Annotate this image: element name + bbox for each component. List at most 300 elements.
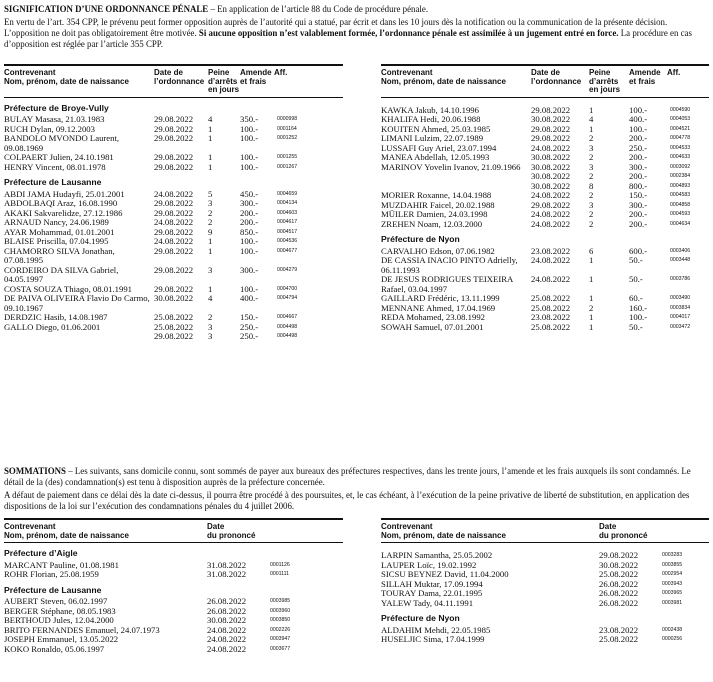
cell-name: BERGER Stéphane, 08.05.1983 bbox=[4, 605, 116, 616]
col-contrevenant: Contrevenant Nom, prénom, date de naissance bbox=[381, 69, 531, 97]
col-contrevenant: Contrevenant Nom, prénom, date de naissance bbox=[4, 69, 154, 97]
cell-name: MORIER Roxanne, 14.04.1988 bbox=[381, 190, 492, 201]
cell-date: 29.08.2022 bbox=[599, 550, 639, 561]
cell-date: 26.08.2022 bbox=[599, 597, 639, 608]
top-rule-right bbox=[381, 64, 709, 66]
cell-date: 24.08.2022 bbox=[531, 274, 571, 285]
col-amende: Amende et frais bbox=[240, 69, 274, 97]
cell-aff: 0004590 bbox=[670, 106, 691, 113]
col-peine: Peine d’arrêts en jours bbox=[208, 69, 240, 97]
cell-peine: 3 bbox=[589, 199, 594, 210]
table-row bbox=[4, 266, 343, 285]
cell-date: 29.08.2022 bbox=[531, 104, 571, 115]
section-header bbox=[4, 543, 343, 561]
cell-name: KOKO Ronaldo, 05.06.1997 bbox=[4, 643, 105, 654]
cell-aff: 0003985 bbox=[270, 598, 291, 605]
table-row bbox=[381, 599, 709, 609]
cell-name: HENRY Vincent, 08.01.1978 bbox=[4, 161, 106, 172]
cell-name: KAWKA Jakub, 14.10.1996 bbox=[381, 104, 479, 115]
cell-peine: 3 bbox=[208, 198, 213, 209]
som-rule-left bbox=[4, 518, 343, 520]
cell-date: 29.08.2022 bbox=[154, 207, 194, 218]
cell-aff: 0004700 bbox=[277, 285, 298, 292]
signification-text-end: La procédure en cas d’opposition est réglée par l’article 355 CPP. bbox=[4, 28, 692, 49]
cell-amende: 800.- bbox=[629, 180, 648, 191]
cell-date: 29.08.2022 bbox=[154, 226, 194, 237]
section-title: Préfecture de Lausanne bbox=[4, 177, 102, 188]
cell-name: CORDEIRO DA SILVA Gabriel, 04.05.1997 bbox=[4, 264, 119, 285]
cell-peine: 9 bbox=[208, 226, 213, 237]
cell-date: 24.08.2022 bbox=[154, 217, 194, 228]
table-row bbox=[381, 323, 709, 333]
cell-name: BANDOLO MVONDO Laurent, 09.08.1969 bbox=[4, 133, 120, 153]
col-date: Date du prononcé bbox=[599, 523, 659, 543]
table-body bbox=[381, 97, 709, 332]
cell-name: ABDOLBAQI Araz, 16.08.1990 bbox=[4, 198, 118, 209]
cell-name: DE JESUS RODRIGUES TEIXEIRA Rafael, 03.04.1997 bbox=[381, 274, 513, 294]
cell-name bbox=[381, 172, 531, 182]
cell-date: 29.08.2022 bbox=[531, 133, 571, 144]
cell-name: AKAKI Sakvarelidze, 27.12.1986 bbox=[4, 207, 123, 218]
col-date: Date de l’ordonnance bbox=[154, 69, 208, 97]
cell-amende: 100.- bbox=[629, 104, 648, 115]
cell-date: 25.08.2022 bbox=[531, 302, 571, 313]
col-contrevenant: Contrevenant Nom, prénom, date de naissance bbox=[4, 523, 207, 543]
cell-amende: 100.- bbox=[240, 283, 259, 294]
cell-amende: 400.- bbox=[629, 114, 648, 125]
cell-peine: 5 bbox=[208, 188, 213, 199]
cell-name: MÜILER Damien, 24.03.1998 bbox=[381, 209, 488, 220]
cell-aff: 0003677 bbox=[270, 645, 291, 652]
cell-aff: 0004279 bbox=[277, 266, 298, 273]
cell-name: LAUPER Loïc, 19.02.1992 bbox=[381, 559, 477, 570]
cell-date: 26.08.2022 bbox=[599, 578, 639, 589]
section-header bbox=[381, 229, 709, 247]
cell-name: GAILLARD Frédéric, 13.11.1999 bbox=[381, 293, 500, 304]
cell-peine: 3 bbox=[208, 321, 213, 332]
cell-peine: 3 bbox=[208, 264, 213, 275]
cell-aff: 0004521 bbox=[670, 125, 691, 132]
cell-aff: 0004633 bbox=[670, 154, 691, 161]
cell-date: 31.08.2022 bbox=[207, 559, 247, 570]
cell-aff: 0003947 bbox=[270, 636, 291, 643]
cell-aff: 0004536 bbox=[277, 238, 298, 245]
cell-date: 30.08.2022 bbox=[207, 615, 247, 626]
cell-name: ALDAHIM Mehdi, 22.05.1985 bbox=[381, 624, 491, 635]
sommations-table-left bbox=[4, 523, 343, 654]
sommations-paragraph-2: A défaut de paiement dans ce délai dès la date ci-dessus, il pourra être procédé à des poursuites, et, le cas échéant, à l’exécution de la peine privative de liberté de substitution, en application des dispositions de la loi sur l’exécution des condamnations pénales du 4 juillet 2006. bbox=[4, 490, 690, 511]
table-row bbox=[381, 635, 709, 645]
section-title: Préfecture d’Aigle bbox=[4, 548, 78, 559]
cell-aff: 0000256 bbox=[662, 636, 683, 643]
cell-peine: 1 bbox=[208, 133, 213, 144]
cell-aff: 0004778 bbox=[670, 135, 691, 142]
sommations-text: – Les suivants, sans domicile connu, sont sommés de payer aux bureaux des préfectures respectives, dans les trente jours, l’amende et les frais auxquels ils sont condamnés. Le détail de la (des) condamnation(s) est tenu à disposition auprès de la préfecture concernée. bbox=[4, 466, 691, 487]
cell-name: LIMANI Lulzim, 22.07.1989 bbox=[381, 133, 484, 144]
cell-peine: 1 bbox=[208, 236, 213, 247]
cell-aff: 0004893 bbox=[670, 182, 691, 189]
cell-aff: 0003960 bbox=[270, 607, 291, 614]
cell-aff: 0003490 bbox=[670, 295, 691, 302]
cell-amende: 150.- bbox=[240, 312, 259, 323]
cell-date: 30.08.2022 bbox=[531, 180, 571, 191]
cell-amende: 100.- bbox=[240, 123, 259, 134]
cell-date: 30.08.2022 bbox=[531, 171, 571, 182]
cell-aff: 0004498 bbox=[277, 323, 298, 330]
cell-date: 30.08.2022 bbox=[531, 114, 571, 125]
signification-bold-text: Si aucune opposition n’est valablement formée, l’ordonnance pénale est assimilée à un jugement entré en force. bbox=[198, 28, 619, 38]
cell-date: 26.08.2022 bbox=[599, 588, 639, 599]
table-header bbox=[381, 523, 709, 543]
cell-amende: 250.- bbox=[240, 321, 259, 332]
cell-date: 25.08.2022 bbox=[531, 293, 571, 304]
col-contrevenant: Contrevenant Nom, prénom, date de naissance bbox=[381, 523, 599, 543]
cell-aff: 0001126 bbox=[270, 561, 290, 568]
cell-aff: 0003472 bbox=[670, 323, 691, 330]
cell-peine: 1 bbox=[208, 152, 213, 163]
table-row bbox=[4, 332, 343, 342]
cell-name: KOUITEN Ahmed, 25.03.1985 bbox=[381, 123, 491, 134]
cell-amende: 150.- bbox=[629, 190, 648, 201]
cell-date: 31.08.2022 bbox=[207, 569, 247, 580]
cell-date: 29.08.2022 bbox=[154, 264, 194, 275]
cell-date: 24.08.2022 bbox=[531, 190, 571, 201]
cell-name: MANEA Abdellah, 12.05.1993 bbox=[381, 152, 490, 163]
cell-aff: 0004134 bbox=[277, 200, 298, 207]
cell-date: 25.08.2022 bbox=[154, 321, 194, 332]
cell-aff: 0004603 bbox=[277, 209, 298, 216]
cell-peine: 1 bbox=[589, 293, 594, 304]
cell-peine: 6 bbox=[589, 245, 594, 256]
cell-peine: 2 bbox=[589, 171, 594, 182]
cell-amende: 200.- bbox=[240, 217, 259, 228]
cell-aff: 0001111 bbox=[270, 571, 290, 578]
cell-aff: 0003406 bbox=[670, 247, 691, 254]
cell-aff: 0003965 bbox=[662, 590, 683, 597]
cell-aff: 0003834 bbox=[670, 304, 691, 311]
cell-peine: 2 bbox=[589, 209, 594, 220]
cell-peine: 1 bbox=[589, 321, 594, 332]
cell-amende: 100.- bbox=[629, 312, 648, 323]
cell-amende: 200.- bbox=[240, 207, 259, 218]
cell-amende: 200.- bbox=[629, 152, 648, 163]
cell-aff: 0004498 bbox=[277, 333, 298, 340]
cell-name: HUSELJIC Sima, 17.04.1999 bbox=[381, 634, 485, 645]
cell-aff: 0004593 bbox=[670, 211, 691, 218]
cell-amende: 450.- bbox=[240, 188, 259, 199]
cell-aff: 0004017 bbox=[670, 314, 691, 321]
cell-name: MUZDAHIR Faicel, 20.02.1988 bbox=[381, 199, 495, 210]
cell-aff: 0003786 bbox=[670, 276, 691, 283]
cell-amende: 850.- bbox=[240, 226, 259, 237]
cell-date: 29.08.2022 bbox=[154, 245, 194, 256]
cell-date: 29.08.2022 bbox=[154, 114, 194, 125]
cell-name: MARINOV Yovelin Ivanov, 21.09.1966 bbox=[381, 161, 521, 172]
cell-aff: 0003283 bbox=[662, 552, 683, 559]
cell-peine: 1 bbox=[589, 123, 594, 134]
ordonnance-table-left bbox=[4, 69, 343, 342]
section-header bbox=[381, 608, 709, 626]
cell-peine: 4 bbox=[208, 293, 213, 304]
table-body bbox=[4, 543, 343, 655]
cell-date: 29.08.2022 bbox=[531, 199, 571, 210]
cell-peine: 1 bbox=[208, 123, 213, 134]
cell-amende: 350.- bbox=[240, 114, 259, 125]
sommations-table-right bbox=[381, 523, 709, 645]
cell-date: 24.08.2022 bbox=[531, 218, 571, 229]
cell-aff: 0002438 bbox=[662, 626, 683, 633]
cell-date: 26.08.2022 bbox=[207, 605, 247, 616]
cell-date: 25.08.2022 bbox=[531, 321, 571, 332]
cell-aff: 0003448 bbox=[670, 257, 691, 264]
section-header bbox=[4, 580, 343, 598]
cell-amende: 250.- bbox=[240, 331, 259, 342]
cell-date: 25.08.2022 bbox=[154, 312, 194, 323]
cell-name: AYAR Mohammad, 01.01.2001 bbox=[4, 226, 115, 237]
cell-date: 24.08.2022 bbox=[531, 209, 571, 220]
cell-aff: 0000998 bbox=[277, 116, 298, 123]
cell-name: DERDZIC Hasib, 14.08.1987 bbox=[4, 312, 108, 323]
signification-intro bbox=[4, 4, 709, 15]
section-header bbox=[4, 172, 343, 190]
cell-name: ROHR Florian, 25.08.1959 bbox=[4, 569, 99, 580]
cell-aff: 0003855 bbox=[662, 561, 683, 568]
table-row bbox=[4, 570, 343, 580]
cell-name: BRITO FERNANDES Emanuel, 24.07.1973 bbox=[4, 624, 160, 635]
cell-peine: 1 bbox=[589, 104, 594, 115]
cell-name: BERTHOUD Jules, 12.04.2000 bbox=[4, 615, 114, 626]
cell-amende: 250.- bbox=[629, 142, 648, 153]
section-title: Préfecture de Nyon bbox=[381, 613, 460, 624]
col-aff: Aff. bbox=[667, 69, 709, 97]
cell-peine: 2 bbox=[589, 152, 594, 163]
cell-amende: 100.- bbox=[240, 133, 259, 144]
signification-subtitle: – En application de l’article 88 du Code de procédure pénale. bbox=[208, 4, 429, 14]
cell-peine: 2 bbox=[589, 133, 594, 144]
table-row bbox=[4, 645, 343, 655]
cell-aff: 0004858 bbox=[670, 201, 691, 208]
cell-name: ARNAUD Nancy, 24.06.1989 bbox=[4, 217, 109, 228]
cell-name: DE CASSIA INACIO PINTO Adrielly, 06.11.1993 bbox=[381, 255, 518, 275]
cell-amende: 50.- bbox=[629, 321, 643, 332]
cell-aff: 0004617 bbox=[277, 219, 298, 226]
cell-peine: 2 bbox=[589, 302, 594, 313]
col-aff: Aff. bbox=[274, 69, 343, 97]
signification-text: En vertu de l’art. 354 CPP, le prévenu peut former opposition auprès de l’autorité qui a statué, par écrit et dans les 10 jours dès la notification ou la communication de la présente décision. L’opposition ne doit pas obligatoirement être motivée. bbox=[4, 17, 668, 38]
cell-name: REDA Mohamed, 23.08.1992 bbox=[381, 312, 486, 323]
cell-peine: 2 bbox=[208, 217, 213, 228]
cell-name: AUBERT Steven, 06.02.1997 bbox=[4, 596, 108, 607]
cell-amende: 400.- bbox=[240, 293, 259, 304]
table-body bbox=[381, 543, 709, 645]
cell-peine: 1 bbox=[208, 245, 213, 256]
cell-date: 23.08.2022 bbox=[531, 312, 571, 323]
signification-title: SIGNIFICATION D’UNE ORDONNANCE PÉNALE bbox=[4, 4, 209, 14]
cell-date: 24.08.2022 bbox=[207, 624, 247, 635]
cell-date: 26.08.2022 bbox=[207, 596, 247, 607]
cell-peine: 8 bbox=[589, 180, 594, 191]
cell-name: SICSU BEYNEZ David, 11.04.2000 bbox=[381, 569, 509, 580]
cell-peine: 2 bbox=[208, 312, 213, 323]
cell-peine: 1 bbox=[589, 255, 594, 266]
cell-name: MENNANE Ahmed, 17.04.1969 bbox=[381, 302, 496, 313]
cell-peine: 2 bbox=[208, 207, 213, 218]
cell-date: 24.08.2022 bbox=[154, 236, 194, 247]
cell-date: 30.08.2022 bbox=[599, 559, 639, 570]
cell-aff: 0001252 bbox=[277, 135, 298, 142]
cell-amende: 50.- bbox=[629, 255, 643, 266]
cell-amende: 50.- bbox=[629, 274, 643, 285]
section-header bbox=[4, 97, 343, 115]
table-header bbox=[4, 69, 343, 97]
cell-peine: 1 bbox=[589, 274, 594, 285]
cell-name: SILLAH Muktar, 17.09.1994 bbox=[381, 578, 483, 589]
cell-amende: 200.- bbox=[629, 209, 648, 220]
col-peine: Peine d’arrêts en jours bbox=[589, 69, 629, 97]
cell-amende: 100.- bbox=[629, 123, 648, 134]
cell-aff: 0004634 bbox=[670, 220, 691, 227]
cell-amende: 100.- bbox=[240, 161, 259, 172]
cell-name: BULAY Masasa, 21.03.1983 bbox=[4, 114, 105, 125]
table-header bbox=[381, 69, 709, 97]
cell-peine: 2 bbox=[589, 190, 594, 201]
cell-aff: 0002226 bbox=[270, 626, 291, 633]
cell-aff: 0002384 bbox=[670, 173, 691, 180]
cell-date: 30.08.2022 bbox=[531, 161, 571, 172]
section-title: Préfecture de Nyon bbox=[381, 234, 460, 245]
cell-name: ABDI JAMA Hudayfi, 25.01.2001 bbox=[4, 188, 125, 199]
cell-name: GALLO Diego, 01.06.2001 bbox=[4, 321, 101, 332]
cell-peine: 1 bbox=[208, 161, 213, 172]
table-row bbox=[4, 163, 343, 173]
cell-date: 29.08.2022 bbox=[154, 152, 194, 163]
table-row bbox=[4, 294, 343, 313]
cell-name bbox=[4, 332, 154, 342]
cell-aff: 0004533 bbox=[670, 144, 691, 151]
cell-date: 29.08.2022 bbox=[154, 283, 194, 294]
cell-date: 23.08.2022 bbox=[599, 624, 639, 635]
cell-name: CHAMORRO SILVA Jonathan, 07.08.1995 bbox=[4, 245, 115, 266]
table-row bbox=[381, 256, 709, 275]
cell-aff: 0003850 bbox=[270, 617, 291, 624]
cell-name: YALEW Tady, 04.11.1991 bbox=[381, 597, 474, 608]
section-title: Préfecture de Broye-Vully bbox=[4, 102, 109, 113]
cell-name: CARVALHO Edson, 07.06.1982 bbox=[381, 245, 495, 256]
sommations-title: SOMMATIONS bbox=[4, 466, 66, 476]
cell-peine: 4 bbox=[589, 114, 594, 125]
cell-aff: 0003981 bbox=[662, 599, 683, 606]
cell-name: MARCANT Pauline, 01.08.1981 bbox=[4, 559, 119, 570]
cell-date: 29.08.2022 bbox=[154, 198, 194, 209]
cell-amende: 100.- bbox=[240, 245, 259, 256]
section-title: Préfecture de Lausanne bbox=[4, 584, 102, 595]
cell-peine: 3 bbox=[208, 331, 213, 342]
cell-aff: 0003092 bbox=[670, 163, 691, 170]
cell-date: 29.08.2022 bbox=[154, 331, 194, 342]
cell-aff: 0004517 bbox=[277, 228, 298, 235]
cell-date: 29.08.2022 bbox=[154, 161, 194, 172]
cell-name: COLPAERT Julien, 24.10.1981 bbox=[4, 152, 114, 163]
table-body bbox=[4, 97, 343, 342]
cell-amende: 300.- bbox=[629, 199, 648, 210]
cell-aff: 0004659 bbox=[277, 190, 298, 197]
signification-paragraph bbox=[4, 17, 709, 50]
cell-peine: 3 bbox=[589, 161, 594, 172]
cell-amende: 200.- bbox=[629, 218, 648, 229]
cell-date: 23.08.2022 bbox=[531, 245, 571, 256]
col-amende: Amende et frais bbox=[629, 69, 667, 97]
cell-aff: 0001255 bbox=[277, 154, 298, 161]
cell-peine: 1 bbox=[208, 283, 213, 294]
cell-aff: 0004583 bbox=[670, 192, 691, 199]
cell-amende: 200.- bbox=[629, 133, 648, 144]
cell-date: 25.08.2022 bbox=[599, 569, 639, 580]
cell-aff: 0004794 bbox=[277, 295, 298, 302]
cell-aff: 0003943 bbox=[662, 580, 683, 587]
cell-amende: 100.- bbox=[240, 236, 259, 247]
col-date: Date du prononcé bbox=[207, 523, 267, 543]
cell-name: DE PAIVA OLIVEIRA Flavio Do Carmo, 09.10.1967 bbox=[4, 293, 150, 313]
som-rule-right bbox=[381, 518, 709, 520]
cell-name: LARPIN Samantha, 25.05.2002 bbox=[381, 550, 493, 561]
sommations-paragraph bbox=[4, 466, 709, 488]
cell-name: ZREHEN Noam, 12.03.2000 bbox=[381, 218, 483, 229]
cell-aff: 0001267 bbox=[277, 163, 298, 170]
cell-name: JOSEPH Emmanuel, 13.05.2022 bbox=[4, 634, 119, 645]
cell-date: 29.08.2022 bbox=[531, 123, 571, 134]
table-row bbox=[381, 220, 709, 230]
cell-aff: 0004667 bbox=[277, 314, 298, 321]
cell-date: 29.08.2022 bbox=[154, 133, 194, 144]
table-header bbox=[4, 523, 343, 543]
cell-name: SOWAH Samuel, 07.01.2001 bbox=[381, 321, 484, 332]
cell-date: 24.08.2022 bbox=[531, 142, 571, 153]
cell-amende: 60.- bbox=[629, 293, 643, 304]
cell-date: 24.08.2022 bbox=[207, 643, 247, 654]
cell-date: 30.08.2022 bbox=[154, 293, 194, 304]
cell-date: 24.08.2022 bbox=[154, 188, 194, 199]
cell-name: COSTA SOUZA Thiago, 08.01.1991 bbox=[4, 283, 133, 294]
cell-amende: 600.- bbox=[629, 245, 648, 256]
top-rule-left bbox=[4, 64, 343, 66]
table-row bbox=[4, 134, 343, 153]
cell-name: LUSSAFI Guy Ariel, 23.07.1994 bbox=[381, 142, 497, 153]
cell-name: RUCH Dylan, 09.12.2003 bbox=[4, 123, 95, 134]
table-row bbox=[4, 247, 343, 266]
cell-amende: 160.- bbox=[629, 302, 648, 313]
cell-date: 30.08.2022 bbox=[531, 152, 571, 163]
cell-peine: 2 bbox=[589, 218, 594, 229]
cell-date: 24.08.2022 bbox=[531, 255, 571, 266]
cell-amende: 300.- bbox=[240, 264, 259, 275]
ordonnance-table-right bbox=[381, 69, 709, 332]
cell-name: TOURAY Dama, 22.01.1995 bbox=[381, 588, 483, 599]
cell-aff: 0004677 bbox=[277, 247, 298, 254]
cell-date: 29.08.2022 bbox=[154, 123, 194, 134]
cell-aff: 0004053 bbox=[670, 116, 691, 123]
cell-amende: 100.- bbox=[240, 152, 259, 163]
cell-amende: 300.- bbox=[629, 161, 648, 172]
cell-peine: 4 bbox=[208, 114, 213, 125]
cell-aff: 0001164 bbox=[277, 125, 297, 132]
cell-amende: 300.- bbox=[240, 198, 259, 209]
col-date: Date de l’ordonnance bbox=[531, 69, 589, 97]
cell-name: KHALIFA Hedi, 20.06.1988 bbox=[381, 114, 481, 125]
cell-amende: 200.- bbox=[629, 171, 648, 182]
cell-date: 24.08.2022 bbox=[207, 634, 247, 645]
cell-aff: 0002954 bbox=[662, 571, 683, 578]
cell-peine: 1 bbox=[589, 312, 594, 323]
